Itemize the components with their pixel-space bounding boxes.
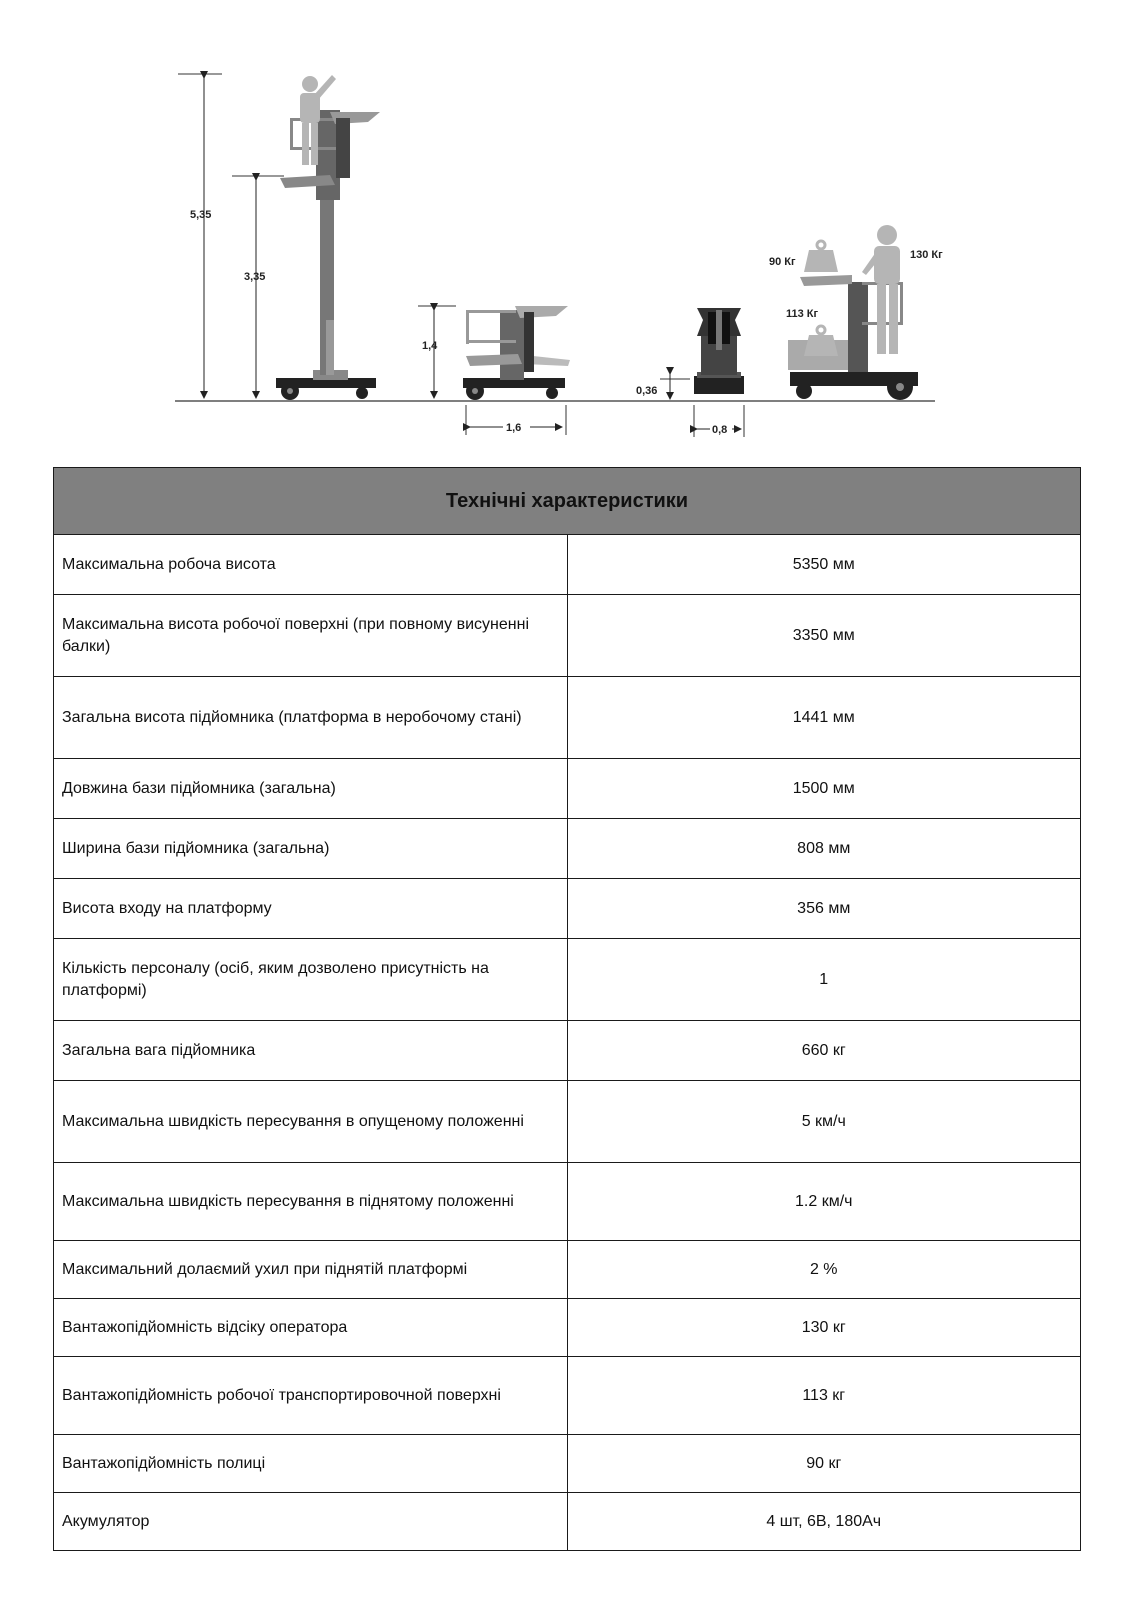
dimension-max-height <box>178 74 222 398</box>
dimension-step-height <box>636 374 690 399</box>
spec-value: 113 кг <box>567 1357 1081 1435</box>
table-row <box>54 535 1081 595</box>
table-header-row <box>54 468 1081 535</box>
table-row <box>54 677 1081 759</box>
table-row <box>54 595 1081 677</box>
table-row <box>54 819 1081 879</box>
spec-value: 5 км/ч <box>567 1081 1081 1163</box>
spec-value: 1.2 км/ч <box>567 1163 1081 1241</box>
spec-parameter: Кількість персоналу (осіб, яким дозволено присутність на платформі) <box>54 939 568 1021</box>
spec-parameter: Ширина бази підйомника (загальна) <box>54 819 568 879</box>
table-row <box>54 1081 1081 1163</box>
spec-parameter: Висота входу на платформу <box>54 879 568 939</box>
lift-front-illustration <box>694 308 744 394</box>
spec-parameter: Загальна вага підйомника <box>54 1021 568 1081</box>
table-row <box>54 939 1081 1021</box>
table-row <box>54 1021 1081 1081</box>
spec-value: 130 кг <box>567 1299 1081 1357</box>
dimension-label-max-height: 5,35 <box>190 209 212 221</box>
load-label-surface: 113 Кг <box>786 308 819 320</box>
dimension-base-length <box>466 405 566 435</box>
table-row <box>54 1241 1081 1299</box>
load-label-operator: 130 Кг <box>910 249 943 261</box>
table-row <box>54 879 1081 939</box>
table-row <box>54 1357 1081 1435</box>
spec-parameter: Вантажопідйомність робочої транспортировочной поверхні <box>54 1357 568 1435</box>
spec-value: 3350 мм <box>567 595 1081 677</box>
dimension-label-base-width: 0,8 <box>712 424 728 436</box>
spec-parameter: Вантажопідйомність полиці <box>54 1435 568 1493</box>
spec-parameter: Максимальна швидкість пересування в піднятому положенні <box>54 1163 568 1241</box>
dimension-label-stowed-height: 1,4 <box>422 340 438 352</box>
lift-stowed-illustration <box>463 306 570 400</box>
spec-value: 1 <box>567 939 1081 1021</box>
dimension-stowed-height <box>418 306 456 398</box>
spec-value: 2 % <box>567 1241 1081 1299</box>
dimension-label-base-length: 1,6 <box>506 422 522 434</box>
spec-parameter: Загальна висота підйомника (платформа в неробочому стані) <box>54 677 568 759</box>
table-title: Технічні характеристики <box>54 468 1081 535</box>
spec-value: 4 шт, 6В, 180Ач <box>567 1493 1081 1551</box>
dimension-label-step-height: 0,36 <box>636 385 658 397</box>
table-body <box>54 535 1081 1551</box>
spec-parameter: Максимальна висота робочої поверхні (при повному висуненні балки) <box>54 595 568 677</box>
lift-dimension-drawing <box>0 0 1133 450</box>
spec-parameter: Максимальний долаємий ухил при піднятій платформі <box>54 1241 568 1299</box>
specifications-table <box>53 467 1081 1551</box>
spec-value: 1441 мм <box>567 677 1081 759</box>
lift-extended-illustration <box>276 75 380 400</box>
spec-parameter: Вантажопідйомність відсіку оператора <box>54 1299 568 1357</box>
spec-parameter: Довжина бази підйомника (загальна) <box>54 759 568 819</box>
spec-value: 808 мм <box>567 819 1081 879</box>
spec-parameter: Акумулятор <box>54 1493 568 1551</box>
dimension-base-width <box>694 405 744 437</box>
spec-parameter: Максимальна робоча висота <box>54 535 568 595</box>
table-row <box>54 759 1081 819</box>
table-row <box>54 1299 1081 1357</box>
spec-value: 5350 мм <box>567 535 1081 595</box>
table-row <box>54 1493 1081 1551</box>
load-label-shelf: 90 Кг <box>769 256 796 268</box>
table-row <box>54 1435 1081 1493</box>
dimension-label-platform-height: 3,35 <box>244 271 266 283</box>
dimension-platform-height <box>232 176 284 398</box>
table-row <box>54 1163 1081 1241</box>
spec-value: 660 кг <box>567 1021 1081 1081</box>
spec-value: 90 кг <box>567 1435 1081 1493</box>
spec-value: 1500 мм <box>567 759 1081 819</box>
spec-parameter: Максимальна швидкість пересування в опущеному положенні <box>54 1081 568 1163</box>
spec-value: 356 мм <box>567 879 1081 939</box>
